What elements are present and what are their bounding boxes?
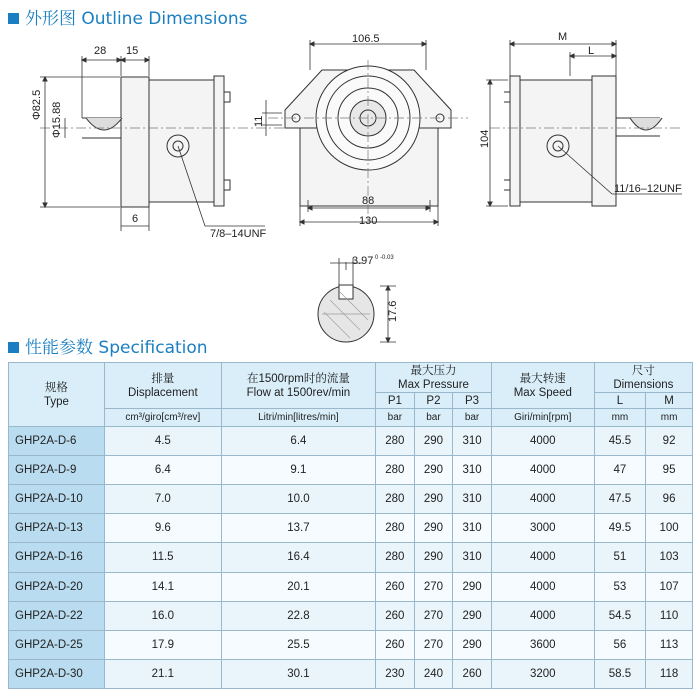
p1-cell: 280 <box>376 543 415 572</box>
p2-cell: 270 <box>414 572 453 601</box>
flow-header <box>221 363 375 409</box>
flow-unit: Litri/min[litres/min] <box>221 409 375 427</box>
flow-cell: 30.1 <box>221 659 375 688</box>
m-cell: 95 <box>646 456 693 485</box>
speed-header <box>491 363 594 409</box>
speed-cell: 3000 <box>491 514 594 543</box>
p2-cell: 270 <box>414 630 453 659</box>
speed-unit: Giri/min[rpm] <box>491 409 594 427</box>
table-row <box>9 485 693 514</box>
flow-header-en: Flow at 1500rev/min <box>246 386 351 399</box>
dim-l-label: L <box>588 45 595 57</box>
dim-104-label: 104 <box>479 129 491 148</box>
table-row <box>9 601 693 630</box>
p2-cell: 290 <box>414 543 453 572</box>
disp-header-cn: 排量 <box>151 372 175 385</box>
disp-cell: 17.9 <box>104 630 221 659</box>
flow-cell: 13.7 <box>221 514 375 543</box>
type-header-cn: 规格 <box>44 381 68 394</box>
m-cell: 103 <box>646 543 693 572</box>
disp-cell: 9.6 <box>104 514 221 543</box>
side-view-right <box>486 40 682 206</box>
type-cell: GHP2A-D-20 <box>9 572 105 601</box>
table-row <box>9 630 693 659</box>
l-cell: 47 <box>594 456 645 485</box>
p1-cell: 260 <box>376 601 415 630</box>
shaft-section <box>318 258 396 342</box>
spec-title-text: 性能参数 Specification <box>25 338 208 358</box>
square-bullet-icon <box>8 342 19 353</box>
pressure-header <box>376 363 492 393</box>
p3-cell: 290 <box>453 572 492 601</box>
type-cell: GHP2A-D-16 <box>9 543 105 572</box>
disp-cell: 4.5 <box>104 427 221 456</box>
disp-cell: 7.0 <box>104 485 221 514</box>
l-cell: 54.5 <box>594 601 645 630</box>
p1-unit: bar <box>376 409 415 427</box>
m-unit: mm <box>646 409 693 427</box>
key-height-label: 17.6 <box>387 300 399 322</box>
speed-header-cn: 最大转速 <box>519 372 566 385</box>
m-header: M <box>646 393 693 409</box>
p1-cell: 260 <box>376 572 415 601</box>
speed-cell: 4000 <box>491 485 594 514</box>
dim-28-label: 28 <box>94 45 107 57</box>
disp-unit: cm³/giro[cm³/rev] <box>104 409 221 427</box>
type-cell: GHP2A-D-10 <box>9 485 105 514</box>
outline-drawings <box>0 26 700 346</box>
type-cell: GHP2A-D-9 <box>9 456 105 485</box>
flow-cell: 16.4 <box>221 543 375 572</box>
p3-cell: 310 <box>453 485 492 514</box>
thread-right-label: 11/16–12UNF <box>614 183 682 195</box>
square-bullet-icon <box>8 13 19 24</box>
p2-cell: 290 <box>414 456 453 485</box>
p3-cell: 310 <box>453 543 492 572</box>
dim-15-label: 15 <box>126 45 139 57</box>
l-cell: 53 <box>594 572 645 601</box>
p1-cell: 280 <box>376 456 415 485</box>
speed-header-en: Max Speed <box>513 386 572 399</box>
m-cell: 92 <box>646 427 693 456</box>
type-cell: GHP2A-D-30 <box>9 659 105 688</box>
flow-cell: 20.1 <box>221 572 375 601</box>
disp-cell: 11.5 <box>104 543 221 572</box>
table-row <box>9 456 693 485</box>
speed-cell: 4000 <box>491 572 594 601</box>
speed-cell: 3600 <box>491 630 594 659</box>
m-cell: 113 <box>646 630 693 659</box>
disp-cell: 14.1 <box>104 572 221 601</box>
spec-table <box>8 362 693 689</box>
dim-phi15-label: Φ15.88 <box>51 101 63 138</box>
p2-cell: 240 <box>414 659 453 688</box>
type-header <box>9 363 105 427</box>
table-row <box>9 572 693 601</box>
l-cell: 47.5 <box>594 485 645 514</box>
side-view-left <box>40 56 300 231</box>
table-row <box>9 543 693 572</box>
spec-section-title <box>8 333 208 358</box>
dim-11-label: 11 <box>253 115 265 127</box>
l-cell: 45.5 <box>594 427 645 456</box>
p3-cell: 260 <box>453 659 492 688</box>
speed-cell: 4000 <box>491 456 594 485</box>
p2-cell: 290 <box>414 514 453 543</box>
key-tolerance-label: 0 -0.03 <box>375 255 394 261</box>
p2-unit: bar <box>414 409 453 427</box>
disp-cell: 21.1 <box>104 659 221 688</box>
type-cell: GHP2A-D-22 <box>9 601 105 630</box>
dim-m-label: M <box>558 31 568 43</box>
table-row <box>9 659 693 688</box>
flow-cell: 9.1 <box>221 456 375 485</box>
flow-cell: 6.4 <box>221 427 375 456</box>
l-cell: 51 <box>594 543 645 572</box>
key-width-label: 3.97 <box>352 255 374 267</box>
table-row <box>9 514 693 543</box>
m-cell: 118 <box>646 659 693 688</box>
dim-phi82-label: Φ82.5 <box>31 89 43 120</box>
p3-header: P3 <box>453 393 492 409</box>
m-cell: 96 <box>646 485 693 514</box>
type-header-en: Type <box>43 395 69 408</box>
displacement-header <box>104 363 221 409</box>
m-cell: 100 <box>646 514 693 543</box>
dim-106-label: 106.5 <box>352 33 380 45</box>
type-cell: GHP2A-D-13 <box>9 514 105 543</box>
p3-cell: 310 <box>453 427 492 456</box>
p3-cell: 310 <box>453 456 492 485</box>
flow-cell: 22.8 <box>221 601 375 630</box>
dim-6-label: 6 <box>132 213 139 225</box>
p2-header: P2 <box>414 393 453 409</box>
disp-header-en: Displacement <box>127 386 198 399</box>
p3-unit: bar <box>453 409 492 427</box>
thread-left-label: 7/8–14UNF <box>210 228 267 240</box>
p1-cell: 280 <box>376 485 415 514</box>
speed-cell: 3200 <box>491 659 594 688</box>
dim-88-label: 88 <box>362 195 375 207</box>
speed-cell: 4000 <box>491 427 594 456</box>
disp-cell: 6.4 <box>104 456 221 485</box>
l-unit: mm <box>594 409 645 427</box>
p1-cell: 230 <box>376 659 415 688</box>
dim-130-label: 130 <box>359 215 378 227</box>
p2-cell: 290 <box>414 427 453 456</box>
p1-header: P1 <box>376 393 415 409</box>
press-header-cn: 最大压力 <box>410 364 457 377</box>
flow-cell: 25.5 <box>221 630 375 659</box>
type-cell: GHP2A-D-25 <box>9 630 105 659</box>
p1-cell: 280 <box>376 427 415 456</box>
dim-header-cn: 尺寸 <box>631 364 655 377</box>
p3-cell: 290 <box>453 630 492 659</box>
flow-header-cn: 在1500rpm时的流量 <box>246 372 350 385</box>
speed-cell: 4000 <box>491 601 594 630</box>
flow-cell: 10.0 <box>221 485 375 514</box>
p3-cell: 310 <box>453 514 492 543</box>
m-cell: 107 <box>646 572 693 601</box>
disp-cell: 16.0 <box>104 601 221 630</box>
press-header-en: Max Pressure <box>397 378 469 391</box>
dimensions-header <box>594 363 692 393</box>
type-cell: GHP2A-D-6 <box>9 427 105 456</box>
dim-header-en: Dimensions <box>613 378 674 391</box>
table-row <box>9 427 693 456</box>
p1-cell: 260 <box>376 630 415 659</box>
outline-title-text: 外形图 Outline Dimensions <box>25 9 248 29</box>
p1-cell: 280 <box>376 514 415 543</box>
l-cell: 56 <box>594 630 645 659</box>
p2-cell: 290 <box>414 485 453 514</box>
speed-cell: 4000 <box>491 543 594 572</box>
l-cell: 58.5 <box>594 659 645 688</box>
p2-cell: 270 <box>414 601 453 630</box>
l-cell: 49.5 <box>594 514 645 543</box>
l-header: L <box>594 393 645 409</box>
m-cell: 110 <box>646 601 693 630</box>
p3-cell: 290 <box>453 601 492 630</box>
